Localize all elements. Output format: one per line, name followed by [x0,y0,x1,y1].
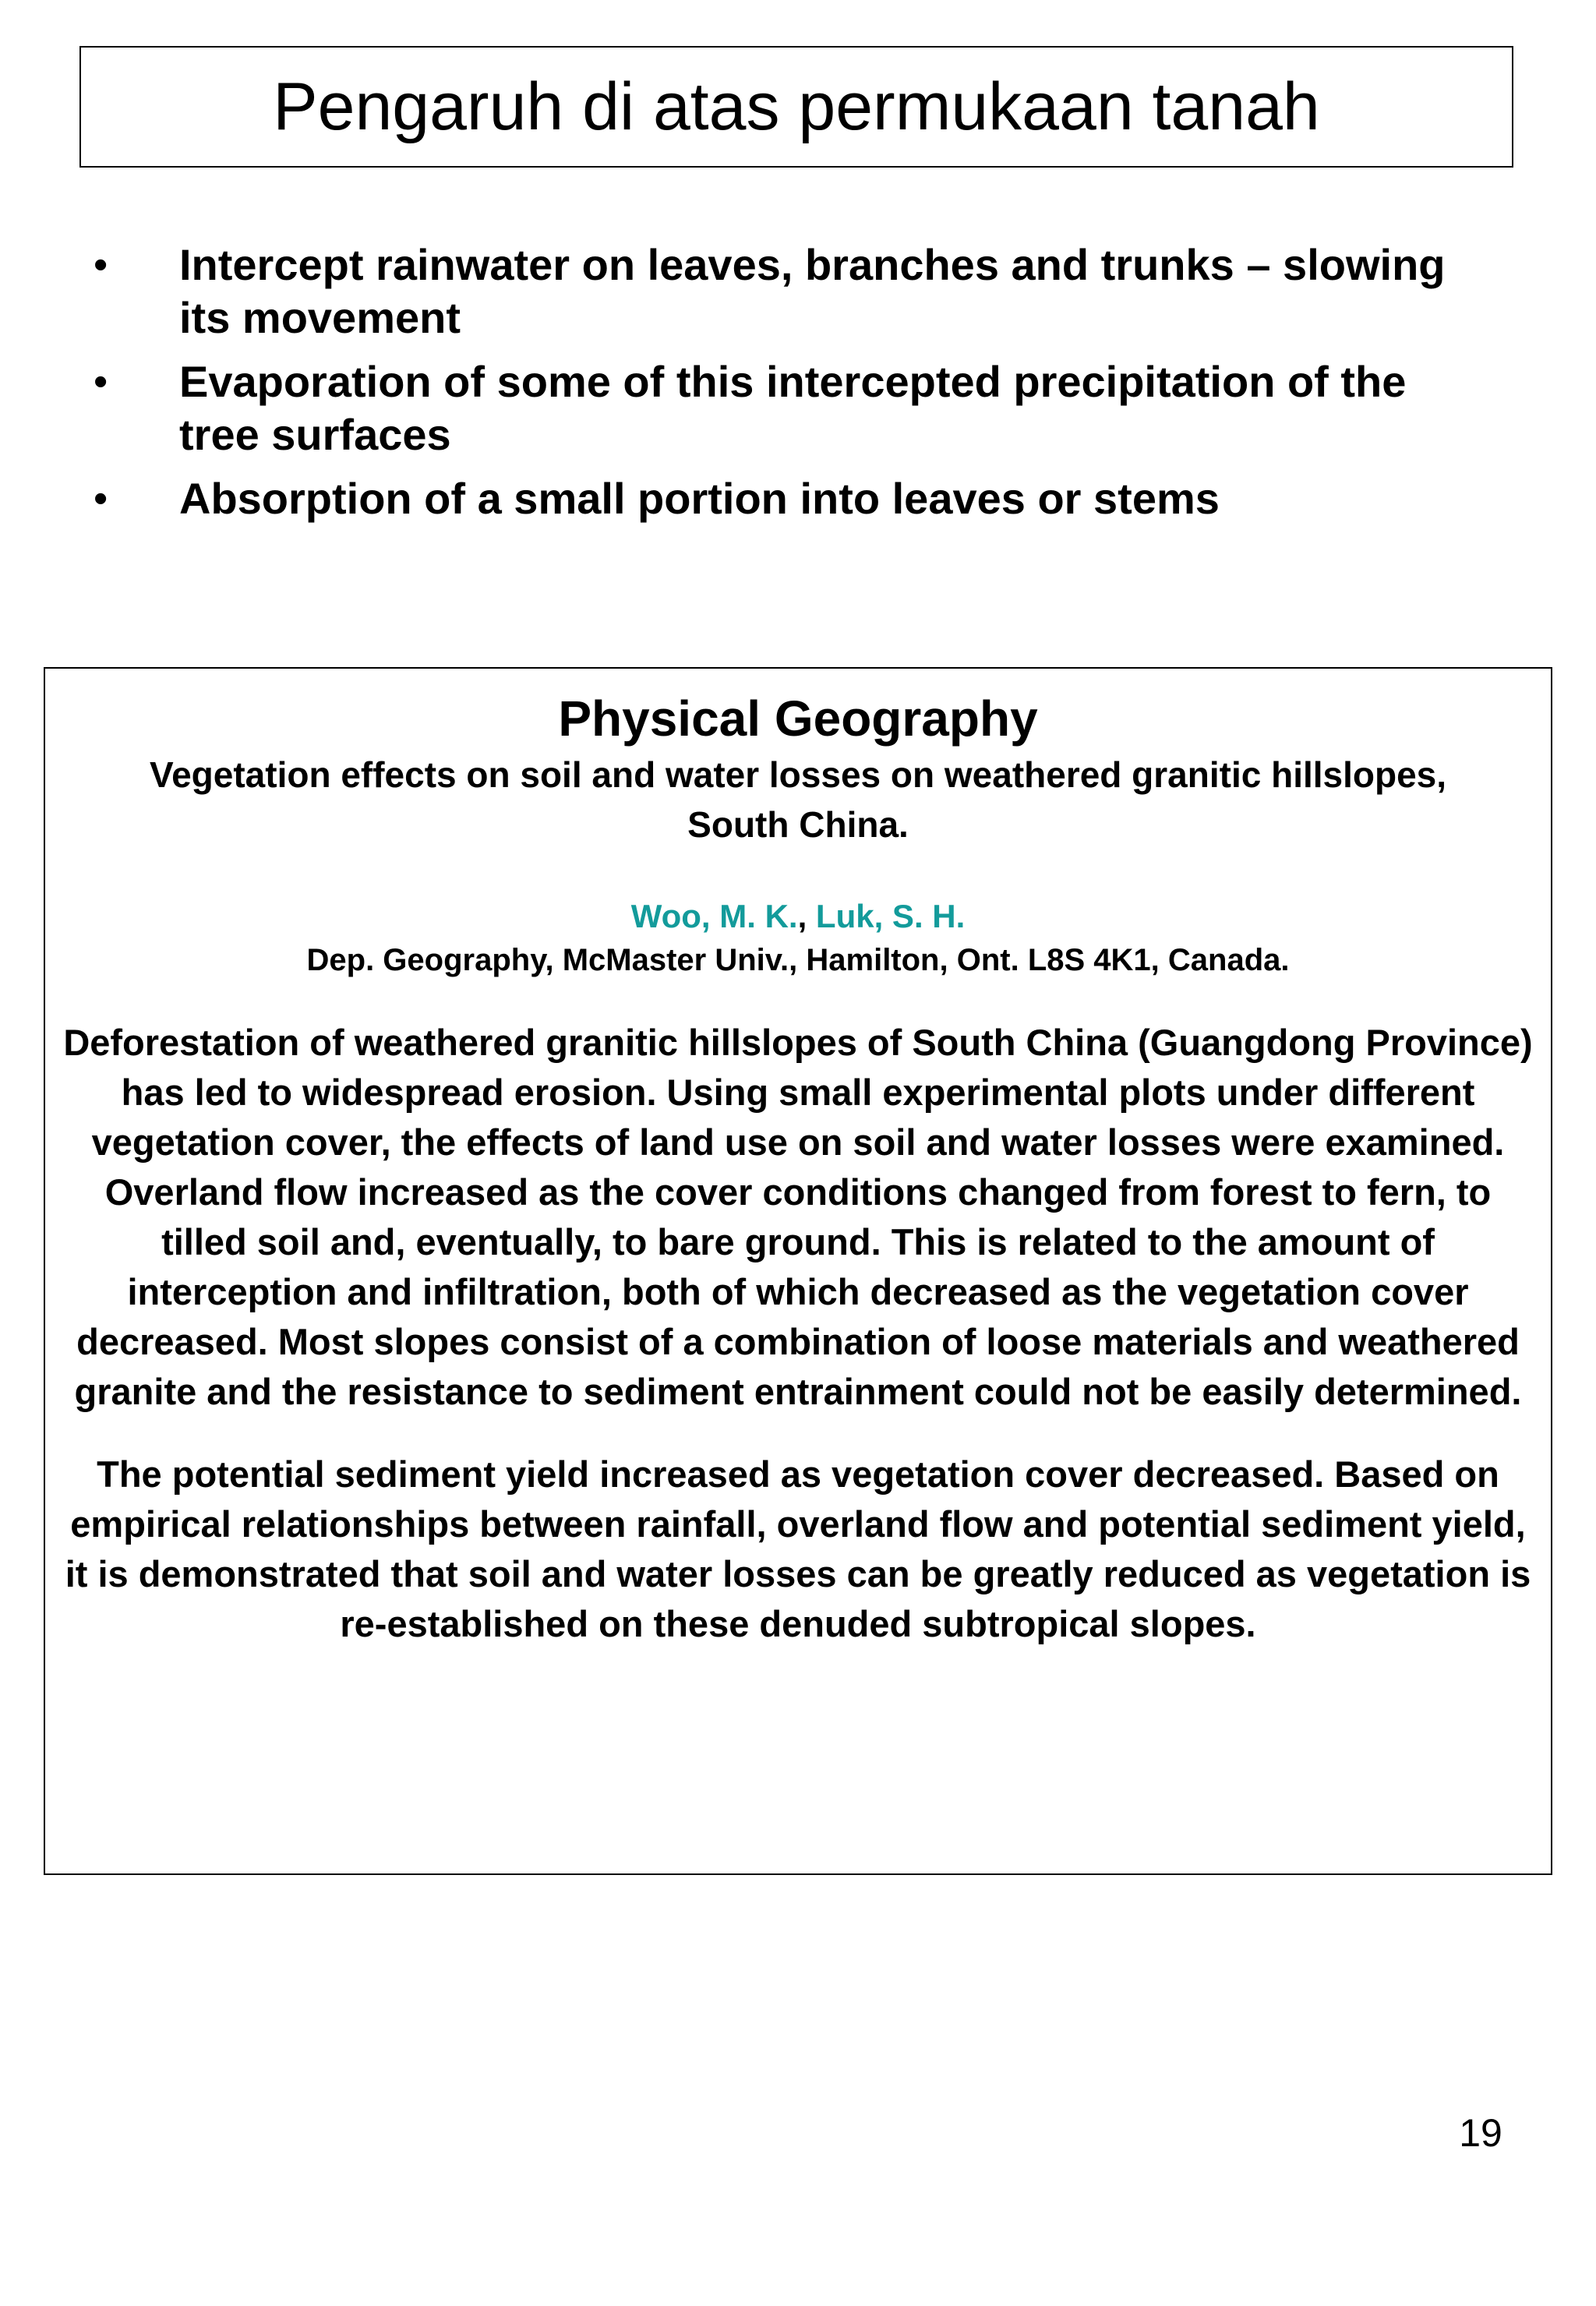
bullet-item [94,472,1465,525]
author-separator: , [797,898,816,934]
author-link[interactable]: Luk, S. H. [815,898,966,934]
bullet-text: Absorption of a small portion into leaves or stems [179,474,1220,523]
abstract-paragraph: The potential sediment yield increased as vegetation cover decreased. Based on empirical relationships between rainfall, overland flow and potential sediment yield, it is demonstrated that soil and water losses can be greatly reduced as vegetation is re-established on these denuded subtropical slopes. [65,1453,1531,1644]
bullet-item [94,355,1465,461]
abstract-article-title: Vegetation effects on soil and water losses on weathered granitic hillslopes, South China. [149,754,1447,845]
bullet-marker: • [94,359,108,404]
author-affiliation: Dep. Geography, McMaster Univ., Hamilton, Ont. L8S 4K1, Canada. [306,943,1290,977]
page-number: 19 [1459,2111,1502,2155]
abstract-box [44,667,1552,1875]
bullet-marker: • [94,242,108,288]
author-link[interactable]: Woo, M. K. [630,898,798,934]
title-box [79,46,1513,168]
bullet-marker: • [94,476,108,521]
page-title: Pengaruh di atas permukaan tanah [273,69,1320,144]
abstract-paragraph: Deforestation of weathered granitic hillslopes of South China (Guangdong Province) has led to widespread erosion. Using small experimental plots under different vegetation cover, the effects of land use on soil and water losses were examined. Overland flow increased as the cover conditions changed from forest to fern, to tilled soil and, eventually, to bare ground. This is related to the amount of interception and infiltration, both of which decreased as the vegetation cover decreased. Most slopes consist of a combination of loose materials and weathered granite and the resistance to sediment entrainment could not be easily determined. [63,1022,1533,1412]
bullet-item [94,238,1465,344]
bullet-text: Intercept rainwater on leaves, branches and trunks – slowing its movement [179,240,1446,342]
bullet-text: Evaporation of some of this intercepted precipitation of the tree surfaces [179,357,1407,459]
author-line [62,895,1534,938]
bullet-list [94,238,1465,536]
abstract-journal-heading: Physical Geography [558,690,1038,747]
